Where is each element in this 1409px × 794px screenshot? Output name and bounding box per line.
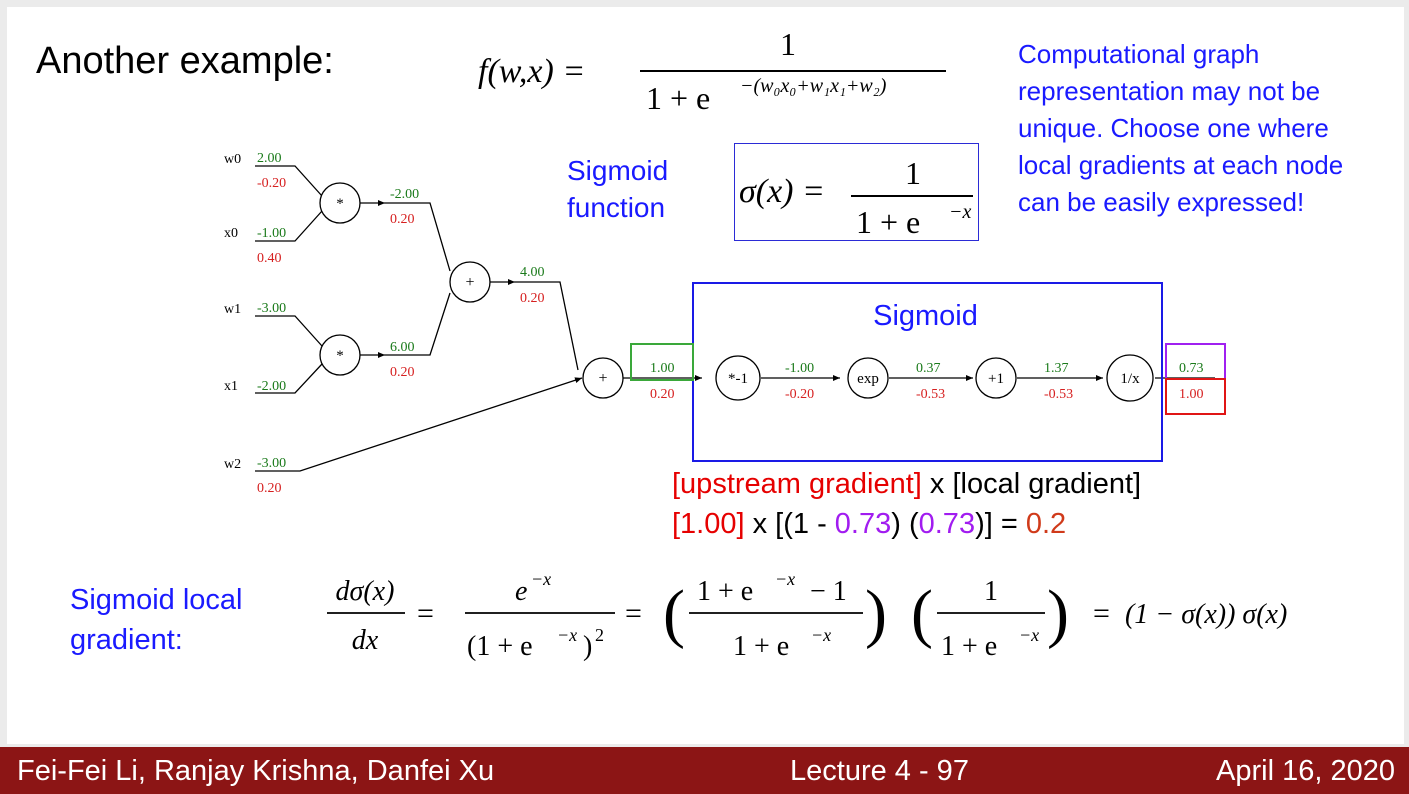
node-op-add1: +	[465, 274, 475, 291]
deriv-t2-den: 1 + e	[733, 631, 790, 662]
deriv-t1-den-close: )	[583, 631, 593, 662]
graph-node-mul1	[320, 183, 360, 223]
gradient-rule-upstream: [upstream gradient]	[672, 468, 922, 500]
sigmoid-local-gradient-label	[70, 580, 242, 660]
edge-value-plus1: 1.37	[1044, 361, 1069, 376]
deriv-eq-3: =	[1093, 597, 1110, 630]
node-op-plus1: +1	[988, 371, 1004, 387]
edge-grad-inv: 1.00	[1179, 387, 1204, 402]
input-value-w0: 2.00	[257, 151, 282, 166]
deriv-eq-2: =	[625, 597, 642, 630]
node-op-exp: exp	[857, 371, 879, 387]
input-name-w1: w1	[224, 302, 242, 317]
highlight-sigmoid-input	[630, 343, 694, 381]
gradient-rule-local: [local gradient]	[952, 468, 1142, 500]
gradient-rule-times: x	[921, 468, 953, 500]
edge-grad-mul2: 0.20	[390, 365, 415, 380]
formula-f-numerator: 1	[780, 26, 796, 62]
local-label-line1: Sigmoid local	[70, 584, 243, 616]
deriv-d-den: dx	[351, 625, 379, 656]
wire-w1	[255, 316, 322, 346]
input-value-w1: -3.00	[257, 301, 287, 316]
node-op-inv: 1/x	[1120, 371, 1140, 387]
node-op-neg: *-1	[728, 371, 748, 387]
deriv-t1-den: (1 + e	[467, 631, 533, 662]
calc-times: x [(1 -	[744, 508, 835, 540]
edge-grad-neg: -0.20	[785, 387, 815, 402]
edge-grad-exp: -0.53	[916, 387, 946, 402]
deriv-t1-num: e	[515, 576, 528, 607]
sigmoid-function-label-line1: Sigmoid	[567, 155, 669, 186]
edge-value-exp: 0.37	[916, 361, 941, 376]
edge-grad-plus1: -0.53	[1044, 387, 1074, 402]
input-value-x0: -1.00	[257, 226, 287, 241]
deriv-t2-num: 1 + e	[697, 576, 754, 607]
input-value-w2: -3.00	[257, 456, 287, 471]
input-grad-w2: 0.20	[257, 481, 282, 496]
graph-node-add2	[583, 358, 623, 398]
input-labels	[224, 151, 286, 496]
edge-value-add1: 4.00	[520, 265, 545, 280]
deriv-t2-num-tail: − 1	[803, 576, 847, 607]
local-label-line2: gradient:	[70, 624, 183, 656]
formula-f-denominator: 1 + e	[646, 80, 711, 114]
deriv-eq-1: =	[417, 597, 434, 630]
deriv-t1-den-sq: 2	[595, 625, 604, 645]
deriv-t3-den-exp: −x	[1019, 625, 1040, 645]
calc-mid: ) (	[891, 508, 919, 540]
input-name-x0: x0	[224, 226, 238, 241]
input-name-x1: x1	[224, 379, 238, 394]
formula-f-exponent: −(w₀x₀+w₁x₁+w₂)	[740, 75, 887, 97]
input-value-x1: -2.00	[257, 379, 287, 394]
deriv-t2-den-exp: −x	[811, 625, 832, 645]
deriv-d-num: dσ(x)	[335, 576, 395, 607]
deriv-t3-num: 1	[984, 576, 998, 607]
deriv-t1-den-exp: −x	[557, 625, 578, 645]
sigmoid-group-title: Sigmoid	[873, 300, 978, 332]
node-op-mul2: *	[336, 348, 344, 364]
gradient-rule	[672, 468, 1141, 501]
deriv-paren-close-1: )	[865, 577, 887, 650]
edge-grad-mul1: 0.20	[390, 212, 415, 227]
formula-f-lhs: f(w,x) =	[478, 53, 586, 90]
deriv-paren-close-2: )	[1047, 577, 1069, 650]
wire-w2	[255, 378, 582, 471]
deriv-t1-num-exp: −x	[531, 569, 552, 589]
deriv-paren-open-2: (	[911, 577, 933, 650]
edge-value-add2: 1.00	[650, 361, 675, 376]
highlight-sigmoid-output	[1165, 343, 1226, 380]
highlight-upstream-gradient	[1165, 378, 1226, 415]
edge-value-mul1: -2.00	[390, 187, 420, 202]
calc-result: 0.2	[1025, 508, 1067, 540]
gradient-calculation	[672, 508, 1066, 541]
calc-sigma-2: 0.73	[918, 508, 976, 540]
footer-lecture: Lecture 4 - 97	[790, 755, 969, 787]
sigmoid-formula-lhs: σ(x) =	[739, 173, 825, 210]
formula-f	[478, 22, 958, 114]
edge-value-inv: 0.73	[1179, 361, 1204, 376]
sigmoid-formula-numerator: 1	[905, 155, 921, 191]
deriv-t2-num-exp: −x	[775, 569, 796, 589]
sigmoid-function-label-line2: function	[567, 192, 666, 223]
deriv-result: (1 − σ(x)) σ(x)	[1125, 599, 1288, 630]
footer-bar	[0, 747, 1409, 794]
calc-close: )] =	[975, 508, 1026, 540]
footer-date: April 16, 2020	[1216, 755, 1395, 787]
calc-sigma-1: 0.73	[834, 508, 892, 540]
edge-value-mul2: 6.00	[390, 340, 415, 355]
sigmoid-formula-denominator: 1 + e	[856, 204, 921, 240]
input-grad-w0: -0.20	[257, 176, 287, 191]
deriv-paren-open-1: (	[663, 577, 685, 650]
calc-upstream: [1.00]	[672, 508, 745, 540]
node-op-mul1: *	[336, 196, 344, 212]
input-name-w2: w2	[224, 457, 242, 472]
node-op-add2: +	[598, 370, 608, 387]
graph-node-mul2	[320, 335, 360, 375]
footer-authors: Fei-Fei Li, Ranjay Krishna, Danfei Xu	[17, 755, 495, 787]
note-text: Computational graph representation may not be unique. Choose one where local gradients at each node can be easily expressed!	[1018, 39, 1344, 217]
graph-node-add1	[450, 262, 490, 302]
slide-title: Another example:	[36, 40, 334, 82]
edge-grad-add2: 0.20	[650, 387, 675, 402]
sigmoid-derivative	[325, 565, 1355, 675]
deriv-t3-den: 1 + e	[941, 631, 998, 662]
input-name-w0: w0	[224, 152, 242, 167]
edge-grad-add1: 0.20	[520, 291, 545, 306]
sigmoid-formula-exponent: −x	[949, 201, 972, 223]
input-grad-x0: 0.40	[257, 251, 282, 266]
edge-value-neg: -1.00	[785, 361, 815, 376]
